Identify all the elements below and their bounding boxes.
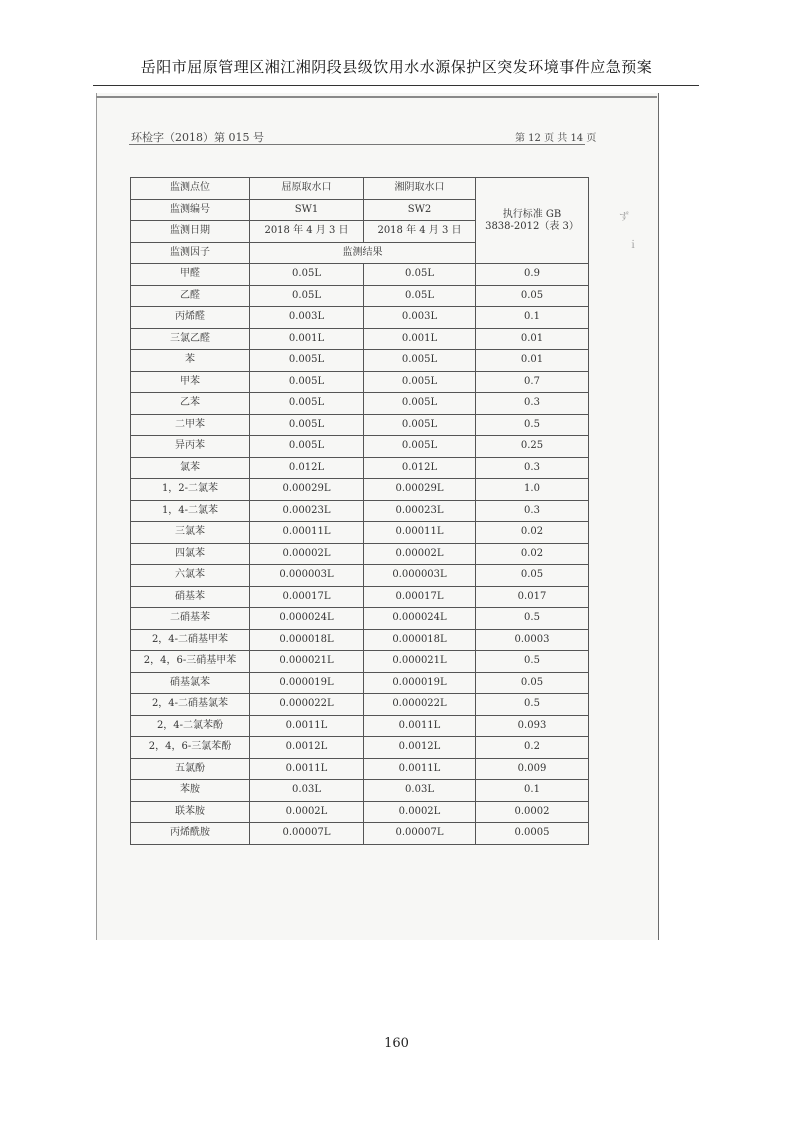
standard-value: 0.5 <box>476 608 589 630</box>
result-label: 监测结果 <box>250 242 476 264</box>
sw2-value: 0.005L <box>364 436 476 458</box>
table-row <box>131 586 589 608</box>
sw1-value: 0.000003L <box>250 565 364 587</box>
sw1-value: 0.05L <box>250 264 364 286</box>
sw1-value: 0.000022L <box>250 694 364 716</box>
factor-cell: 异丙苯 <box>131 436 250 458</box>
table-row <box>131 543 589 565</box>
sw2-value: 0.00017L <box>364 586 476 608</box>
factor-cell: 2，4-二硝基氯苯 <box>131 694 250 716</box>
standard-value: 0.3 <box>476 500 589 522</box>
sw2-value: 0.005L <box>364 414 476 436</box>
reference-rule <box>129 144 585 145</box>
factor-cell: 氯苯 <box>131 457 250 479</box>
sw2-value: 0.00002L <box>364 543 476 565</box>
table-row <box>131 264 589 286</box>
sw1-value: 0.001L <box>250 328 364 350</box>
sw1-value: 0.005L <box>250 350 364 372</box>
table-row <box>131 715 589 737</box>
sw2-value: 0.03L <box>364 780 476 802</box>
table-row <box>131 457 589 479</box>
row-label-factor: 监测因子 <box>131 242 250 264</box>
standard-value: 0.05 <box>476 672 589 694</box>
factor-cell: 六氯苯 <box>131 565 250 587</box>
row-label-code: 监测编号 <box>131 199 250 221</box>
sw2-value: 0.0011L <box>364 715 476 737</box>
standard-value: 0.2 <box>476 737 589 759</box>
table-row <box>131 737 589 759</box>
standard-value: 0.9 <box>476 264 589 286</box>
monitoring-results-table <box>130 177 589 845</box>
standard-header-line-2: 3838-2012（表 3） <box>485 220 579 232</box>
factor-cell: 甲醛 <box>131 264 250 286</box>
factor-cell: 甲苯 <box>131 371 250 393</box>
factor-cell: 二甲苯 <box>131 414 250 436</box>
sw2-value: 0.0002L <box>364 801 476 823</box>
sw2-value: 0.05L <box>364 264 476 286</box>
table-row <box>131 758 589 780</box>
sw2-value: 0.00029L <box>364 479 476 501</box>
sw1-value: 0.0011L <box>250 758 364 780</box>
sw1-value: 0.005L <box>250 393 364 415</box>
report-reference-number: 环检字（2018）第 015 号 <box>131 131 264 144</box>
table-row <box>131 629 589 651</box>
factor-cell: 丙烯酰胺 <box>131 823 250 845</box>
site-date-sw1: 2018 年 4 月 3 日 <box>250 221 364 243</box>
sw1-value: 0.000021L <box>250 651 364 673</box>
table-row <box>131 479 589 501</box>
site-date-sw2: 2018 年 4 月 3 日 <box>364 221 476 243</box>
site-name-sw1: 屈原取水口 <box>250 178 364 200</box>
table-row <box>131 307 589 329</box>
sw1-value: 0.0011L <box>250 715 364 737</box>
header-rule <box>93 85 699 86</box>
table-row <box>131 285 589 307</box>
standard-value: 0.05 <box>476 285 589 307</box>
standard-value: 0.02 <box>476 522 589 544</box>
site-code-sw1: SW1 <box>250 199 364 221</box>
sw1-value: 0.003L <box>250 307 364 329</box>
standard-value: 0.7 <box>476 371 589 393</box>
sw2-value: 0.005L <box>364 350 476 372</box>
sw1-value: 0.00017L <box>250 586 364 608</box>
factor-cell: 硝基苯 <box>131 586 250 608</box>
row-label-point: 监测点位 <box>131 178 250 200</box>
table-row <box>131 414 589 436</box>
standard-value: 0.02 <box>476 543 589 565</box>
sw2-value: 0.00011L <box>364 522 476 544</box>
factor-cell: 苯胺 <box>131 780 250 802</box>
standard-value: 0.0002 <box>476 801 589 823</box>
sw1-value: 0.00007L <box>250 823 364 845</box>
row-label-date: 监测日期 <box>131 221 250 243</box>
standard-value: 0.0005 <box>476 823 589 845</box>
sw2-value: 0.000019L <box>364 672 476 694</box>
table-row <box>131 350 589 372</box>
table-row <box>131 328 589 350</box>
table-row <box>131 823 589 845</box>
table-row <box>131 694 589 716</box>
sw1-value: 0.012L <box>250 457 364 479</box>
factor-cell: 乙苯 <box>131 393 250 415</box>
sw1-value: 0.0002L <box>250 801 364 823</box>
sw1-value: 0.005L <box>250 414 364 436</box>
sw2-value: 0.05L <box>364 285 476 307</box>
sw1-value: 0.00023L <box>250 500 364 522</box>
sw2-value: 0.003L <box>364 307 476 329</box>
standard-value: 0.3 <box>476 457 589 479</box>
standard-value: 0.3 <box>476 393 589 415</box>
factor-cell: 苯 <box>131 350 250 372</box>
standard-value: 0.0003 <box>476 629 589 651</box>
sw2-value: 0.00007L <box>364 823 476 845</box>
table-row <box>131 565 589 587</box>
sw2-value: 0.005L <box>364 393 476 415</box>
standard-value: 0.01 <box>476 328 589 350</box>
standard-value: 0.1 <box>476 307 589 329</box>
table-row <box>131 801 589 823</box>
report-page-count: 第 12 页 共 14 页 <box>515 133 597 144</box>
table-row <box>131 522 589 544</box>
sw2-value: 0.000024L <box>364 608 476 630</box>
sw2-value: 0.00023L <box>364 500 476 522</box>
standard-value: 0.01 <box>476 350 589 372</box>
edge-mark: ｉ <box>628 240 638 251</box>
factor-cell: 四氯苯 <box>131 543 250 565</box>
standard-value: 0.1 <box>476 780 589 802</box>
sw1-value: 0.000019L <box>250 672 364 694</box>
table-row <box>131 780 589 802</box>
standard-value: 0.5 <box>476 694 589 716</box>
standard-value: 0.5 <box>476 414 589 436</box>
standard-value: 0.05 <box>476 565 589 587</box>
factor-cell: 2，4，6-三氯苯酚 <box>131 737 250 759</box>
page-number: 160 <box>384 1036 409 1051</box>
factor-cell: 1，2-二氯苯 <box>131 479 250 501</box>
standard-value: 1.0 <box>476 479 589 501</box>
factor-cell: 三氯乙醛 <box>131 328 250 350</box>
standard-value: 0.25 <box>476 436 589 458</box>
sw2-value: 0.012L <box>364 457 476 479</box>
factor-cell: 2，4-二硝基甲苯 <box>131 629 250 651</box>
sw2-value: 0.001L <box>364 328 476 350</box>
sw1-value: 0.03L <box>250 780 364 802</box>
sw1-value: 0.0012L <box>250 737 364 759</box>
standard-value: 0.009 <box>476 758 589 780</box>
factor-cell: 2，4，6-三硝基甲苯 <box>131 651 250 673</box>
sw1-value: 0.000018L <box>250 629 364 651</box>
sw1-value: 0.00011L <box>250 522 364 544</box>
site-name-sw2: 湘阴取水口 <box>364 178 476 200</box>
factor-cell: 丙烯醛 <box>131 307 250 329</box>
running-header: 岳阳市屈原管理区湘江湘阴段县级饮用水水源保护区突发环境事件应急预案 <box>140 58 653 76</box>
table-row <box>131 500 589 522</box>
factor-cell: 五氯酚 <box>131 758 250 780</box>
factor-cell: 乙醛 <box>131 285 250 307</box>
standard-header-line-1: 执行标准 GB <box>502 208 562 220</box>
table-row <box>131 672 589 694</box>
sw2-value: 0.000018L <box>364 629 476 651</box>
standard-header <box>476 178 589 264</box>
sw2-value: 0.000003L <box>364 565 476 587</box>
sw2-value: 0.005L <box>364 371 476 393</box>
factor-cell: 二硝基苯 <box>131 608 250 630</box>
table-row <box>131 371 589 393</box>
table-row <box>131 436 589 458</box>
factor-cell: 1，4-二氯苯 <box>131 500 250 522</box>
factor-cell: 三氯苯 <box>131 522 250 544</box>
table-row <box>131 608 589 630</box>
sw1-value: 0.000024L <box>250 608 364 630</box>
factor-cell: 联苯胺 <box>131 801 250 823</box>
sw1-value: 0.00002L <box>250 543 364 565</box>
factor-cell: 硝基氯苯 <box>131 672 250 694</box>
sw1-value: 0.005L <box>250 371 364 393</box>
sw2-value: 0.0011L <box>364 758 476 780</box>
sw2-value: 0.000022L <box>364 694 476 716</box>
standard-value: 0.017 <box>476 586 589 608</box>
table-row <box>131 651 589 673</box>
sw2-value: 0.000021L <box>364 651 476 673</box>
site-code-sw2: SW2 <box>364 199 476 221</box>
factor-cell: 2，4-二氯苯酚 <box>131 715 250 737</box>
sw1-value: 0.05L <box>250 285 364 307</box>
sw1-value: 0.00029L <box>250 479 364 501</box>
sw2-value: 0.0012L <box>364 737 476 759</box>
sw1-value: 0.005L <box>250 436 364 458</box>
standard-value: 0.093 <box>476 715 589 737</box>
table-row <box>131 393 589 415</box>
edge-mark: ず <box>619 212 629 223</box>
table-row <box>131 178 589 200</box>
scan-top-edge <box>96 96 657 98</box>
standard-value: 0.5 <box>476 651 589 673</box>
